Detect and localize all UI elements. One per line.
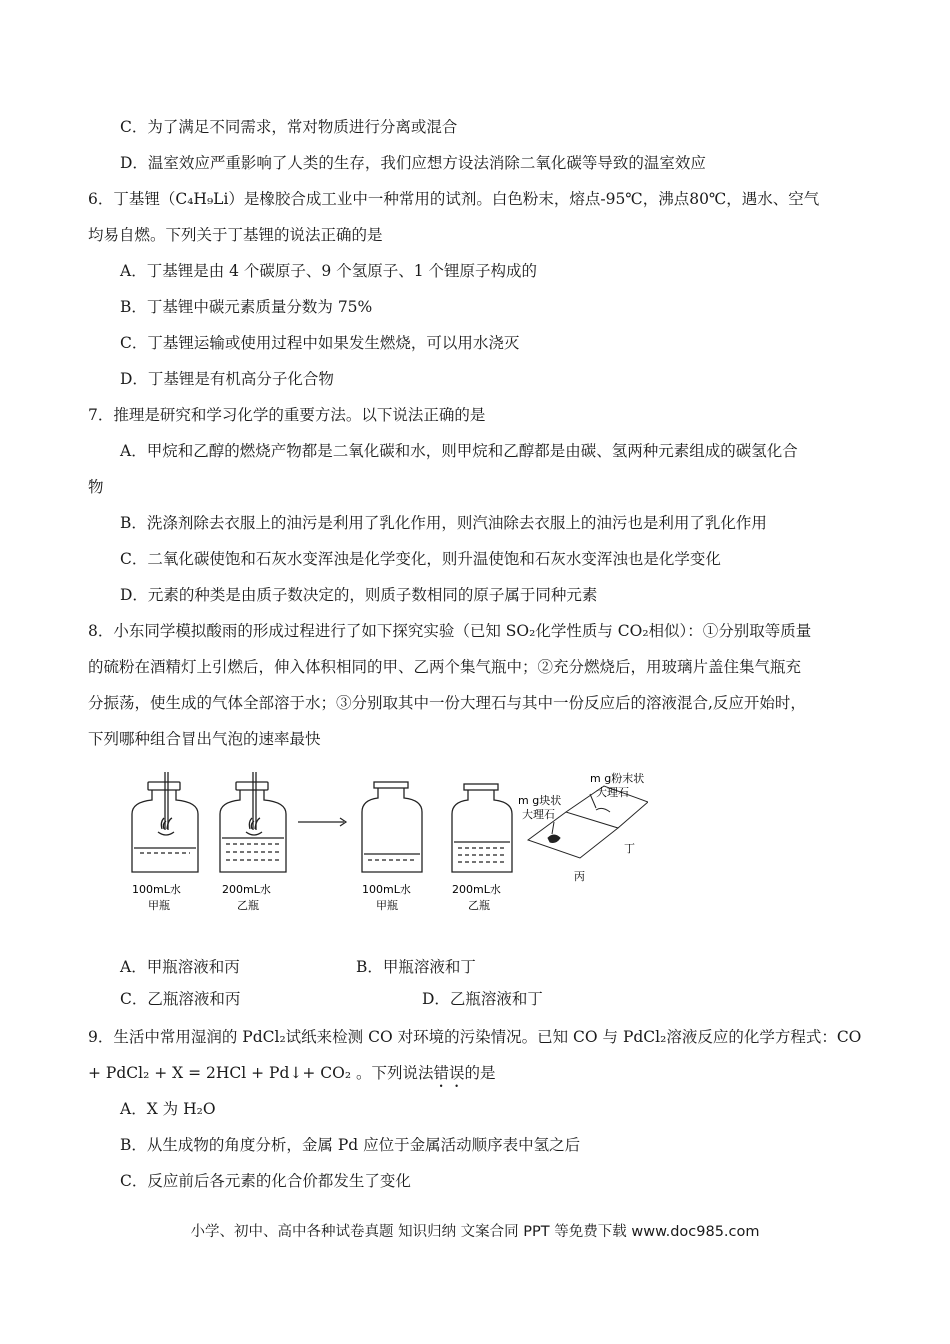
q6-stem-1: 6．丁基锂（C₄H₉Li）是橡胶合成工业中一种常用的试剂。白色粉末，熔点-95℃，沸点80℃，遇水、空气 <box>88 190 820 208</box>
powder-marble-label-2: 大理石 <box>596 786 629 799</box>
q7-option-a-2: 物 <box>88 478 104 496</box>
plate-bing-label: 丙 <box>574 870 585 883</box>
bottle-4-volume: 200mL水 <box>452 883 501 896</box>
arrow-icon <box>298 818 346 826</box>
q8-option-c: C．乙瓶溶液和丙 <box>120 990 241 1008</box>
bottle-4-name: 乙瓶 <box>468 899 490 912</box>
q6-option-a: A．丁基锂是由 4 个碳原子、9 个氢原子、1 个锂原子构成的 <box>120 262 537 280</box>
bottle-2-name: 乙瓶 <box>237 899 259 912</box>
bottle-1-volume: 100mL水 <box>132 883 181 896</box>
q9-emphasis: 错误 <box>433 1064 465 1082</box>
q9-stem-2 <box>88 1062 496 1091</box>
q9-equation: + PdCl₂ + X = 2HCl + Pd↓+ CO₂ 。下列说法 <box>88 1064 434 1082</box>
q9-stem-1: 9．生活中常用湿润的 PdCl₂试纸来检测 CO 对环境的污染情况。已知 CO 与 PdCl₂溶液反应的化学方程式：CO <box>88 1028 862 1046</box>
q5-option-c: C．为了满足不同需求，常对物质进行分离或混合 <box>120 118 458 136</box>
bottle-4-covered <box>452 784 512 872</box>
experiment-figure <box>118 772 648 922</box>
bottle-1-burning <box>132 772 198 872</box>
q8-option-b: B．甲瓶溶液和丁 <box>356 958 476 976</box>
bottle-1-name: 甲瓶 <box>148 899 170 912</box>
q9-stem-end: 的是 <box>464 1064 496 1082</box>
q9-option-b: B．从生成物的角度分析，金属 Pd 应位于金属活动顺序表中氢之后 <box>120 1136 581 1154</box>
footer-ad: 小学、初中、高中各种试卷真题 知识归纳 文案合同 PPT 等免费下载 www.doc985.com <box>190 1224 760 1240</box>
q7-option-b: B．洗涤剂除去衣服上的油污是利用了乳化作用，则汽油除去衣服上的油污也是利用了乳化作用 <box>120 514 767 532</box>
q7-stem: 7．推理是研究和学习化学的重要方法。以下说法正确的是 <box>88 406 486 424</box>
q8-stem-4: 下列哪种组合冒出气泡的速率最快 <box>88 730 321 748</box>
bottle-2-volume: 200mL水 <box>222 883 271 896</box>
q8-stem-2: 的硫粉在酒精灯上引燃后，伸入体积相同的甲、乙两个集气瓶中；②充分燃烧后，用玻璃片盖住集气瓶充 <box>88 658 802 676</box>
q8-option-a: A．甲瓶溶液和丙 <box>120 958 240 976</box>
q9-option-a: A．X 为 H₂O <box>120 1100 216 1118</box>
plate-ding-label: 丁 <box>624 842 635 855</box>
bottle-3-covered <box>362 782 422 872</box>
q6-stem-2: 均易自燃。下列关于丁基锂的说法正确的是 <box>88 226 383 244</box>
block-marble-label-2: 大理石 <box>522 808 555 821</box>
powder-marble-label-1: m g粉末状 <box>590 772 645 785</box>
q7-option-c: C．二氧化碳使饱和石灰水变浑浊是化学变化，则升温使饱和石灰水变浑浊也是化学变化 <box>120 550 721 568</box>
q6-option-d: D．丁基锂是有机高分子化合物 <box>120 370 334 388</box>
block-marble-label-1: m g块状 <box>518 794 562 807</box>
q9-option-c: C．反应前后各元素的化合价都发生了变化 <box>120 1172 411 1190</box>
q8-stem-1: 8．小东同学模拟酸雨的形成过程进行了如下探究实验（已知 SO₂化学性质与 CO₂相似）：①分别取等质量 <box>88 622 812 640</box>
q6-option-c: C．丁基锂运输或使用过程中如果发生燃烧，可以用水浇灭 <box>120 334 520 352</box>
q8-option-d: D．乙瓶溶液和丁 <box>422 990 543 1008</box>
q7-option-a-1: A．甲烷和乙醇的燃烧产物都是二氧化碳和水，则甲烷和乙醇都是由碳、氢两种元素组成的碳氢化合 <box>120 442 798 460</box>
q6-option-b: B．丁基锂中碳元素质量分数为 75% <box>120 298 373 316</box>
bottle-3-name: 甲瓶 <box>376 899 398 912</box>
q5-option-d: D．温室效应严重影响了人类的生存，我们应想方设法消除二氧化碳等导致的温室效应 <box>120 154 706 172</box>
bottle-3-volume: 100mL水 <box>362 883 411 896</box>
q7-option-d: D．元素的种类是由质子数决定的，则质子数相同的原子属于同种元素 <box>120 586 598 604</box>
bottle-2-burning <box>220 772 286 872</box>
q8-stem-3: 分振荡，使生成的气体全部溶于水；③分别取其中一份大理石与其中一份反应后的溶液混合,反应开始时， <box>88 694 806 712</box>
